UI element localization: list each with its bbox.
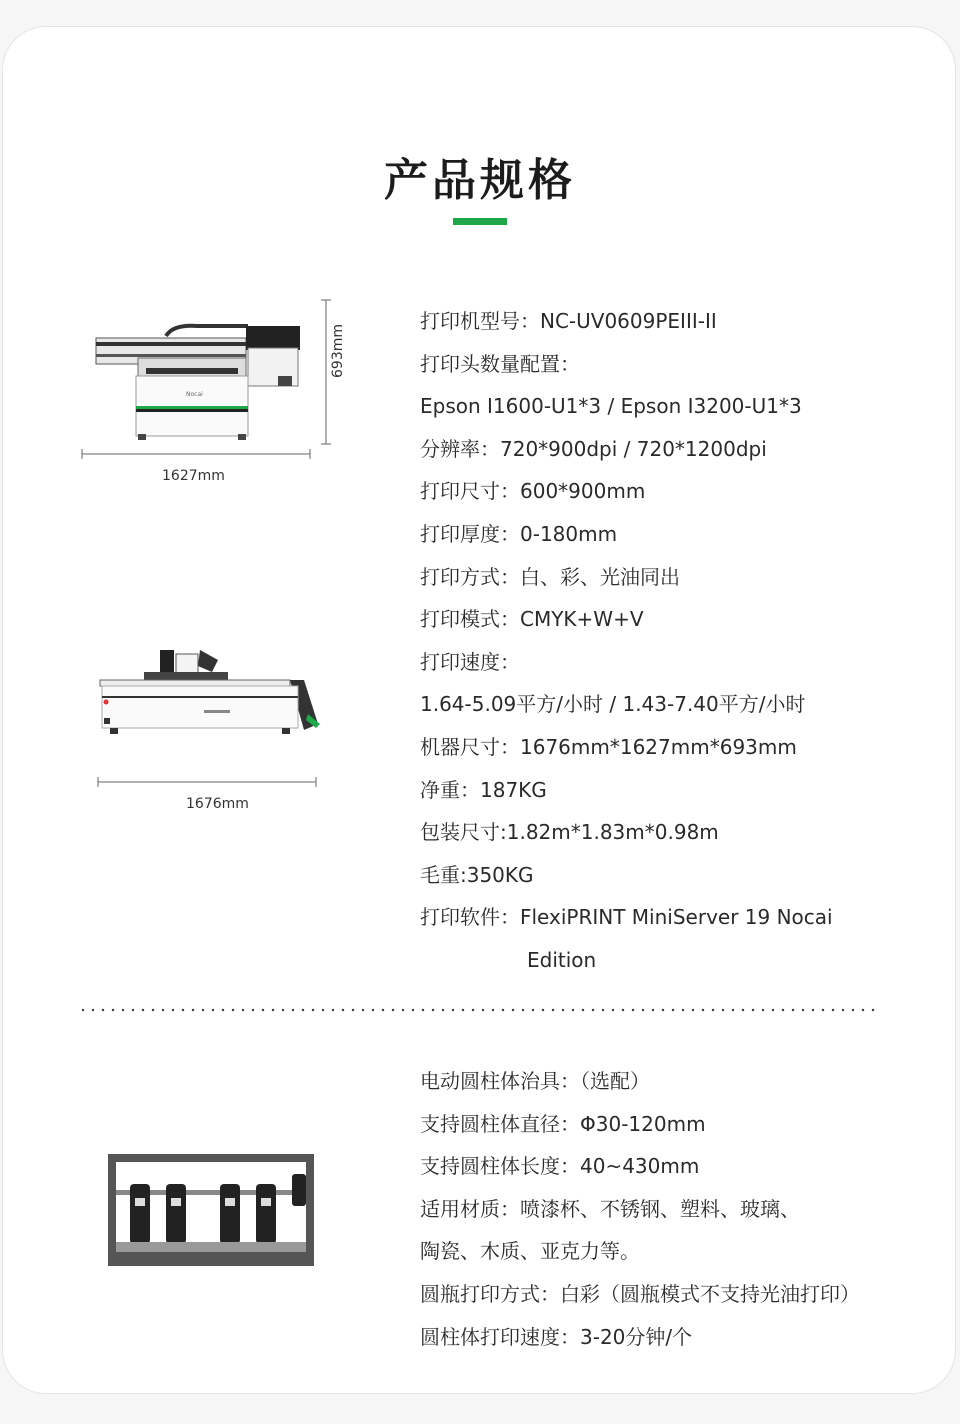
spec-print-size: 打印尺寸：600*900mm	[420, 479, 646, 504]
jig-materials: 适用材质：喷漆杯、不锈钢、塑料、玻璃、	[420, 1196, 800, 1221]
spec-print-method: 打印方式：白、彩、光油同出	[420, 564, 680, 589]
jig-spec-list	[420, 1060, 940, 1358]
spec-head-values: Epson I1600-U1*3 / Epson I3200-U1*3	[420, 394, 802, 419]
spec-machine-size: 机器尺寸：1676mm*1627mm*693mm	[420, 734, 797, 759]
spec-software-cont: Edition	[527, 947, 597, 972]
jig-title: 电动圆柱体治具：（选配）	[420, 1069, 650, 1093]
section-divider	[78, 1008, 878, 1012]
spec-list	[420, 300, 940, 982]
jig-print-method: 圆瓶打印方式：白彩（圆瓶模式不支持光油打印）	[420, 1281, 860, 1306]
front-width-label: 1627mm	[162, 468, 225, 484]
spec-gross-weight: 毛重:350KG	[420, 862, 534, 887]
spec-thickness: 打印厚度：0-180mm	[420, 521, 618, 546]
spec-net-weight: 净重：187KG	[420, 777, 547, 802]
spec-model: 打印机型号：NC-UV0609PEIII-II	[420, 309, 717, 333]
jig-speed: 圆柱体打印速度：3-20分钟/个	[420, 1324, 693, 1349]
spec-head-config: 打印头数量配置：	[420, 351, 580, 376]
title-underline	[453, 218, 507, 225]
svg-text:Nocai: Nocai	[186, 391, 203, 398]
printer-side-image	[94, 640, 326, 790]
jig-materials-cont: 陶瓷、木质、亚克力等。	[420, 1239, 640, 1264]
cylinder-jig-image	[108, 1154, 316, 1268]
jig-diameter: 支持圆柱体直径：Φ30-120mm	[420, 1111, 706, 1136]
printer-front-image	[78, 296, 368, 466]
spec-print-mode: 打印模式：CMYK+W+V	[420, 607, 644, 632]
spec-speed-values: 1.64-5.09平方/小时 / 1.43-7.40平方/小时	[420, 692, 806, 717]
side-width-label: 1676mm	[186, 796, 249, 812]
spec-resolution: 分辨率：720*900dpi / 720*1200dpi	[420, 436, 767, 461]
spec-speed-label: 打印速度：	[420, 649, 520, 674]
front-height-label: 693mm	[330, 324, 346, 378]
spec-software: 打印软件：FlexiPRINT MiniServer 19 Nocai	[420, 905, 833, 930]
spec-package-size: 包装尺寸:1.82m*1.83m*0.98m	[420, 820, 719, 845]
jig-length: 支持圆柱体长度：40~430mm	[420, 1154, 700, 1179]
page-title: 产品规格	[384, 155, 576, 206]
